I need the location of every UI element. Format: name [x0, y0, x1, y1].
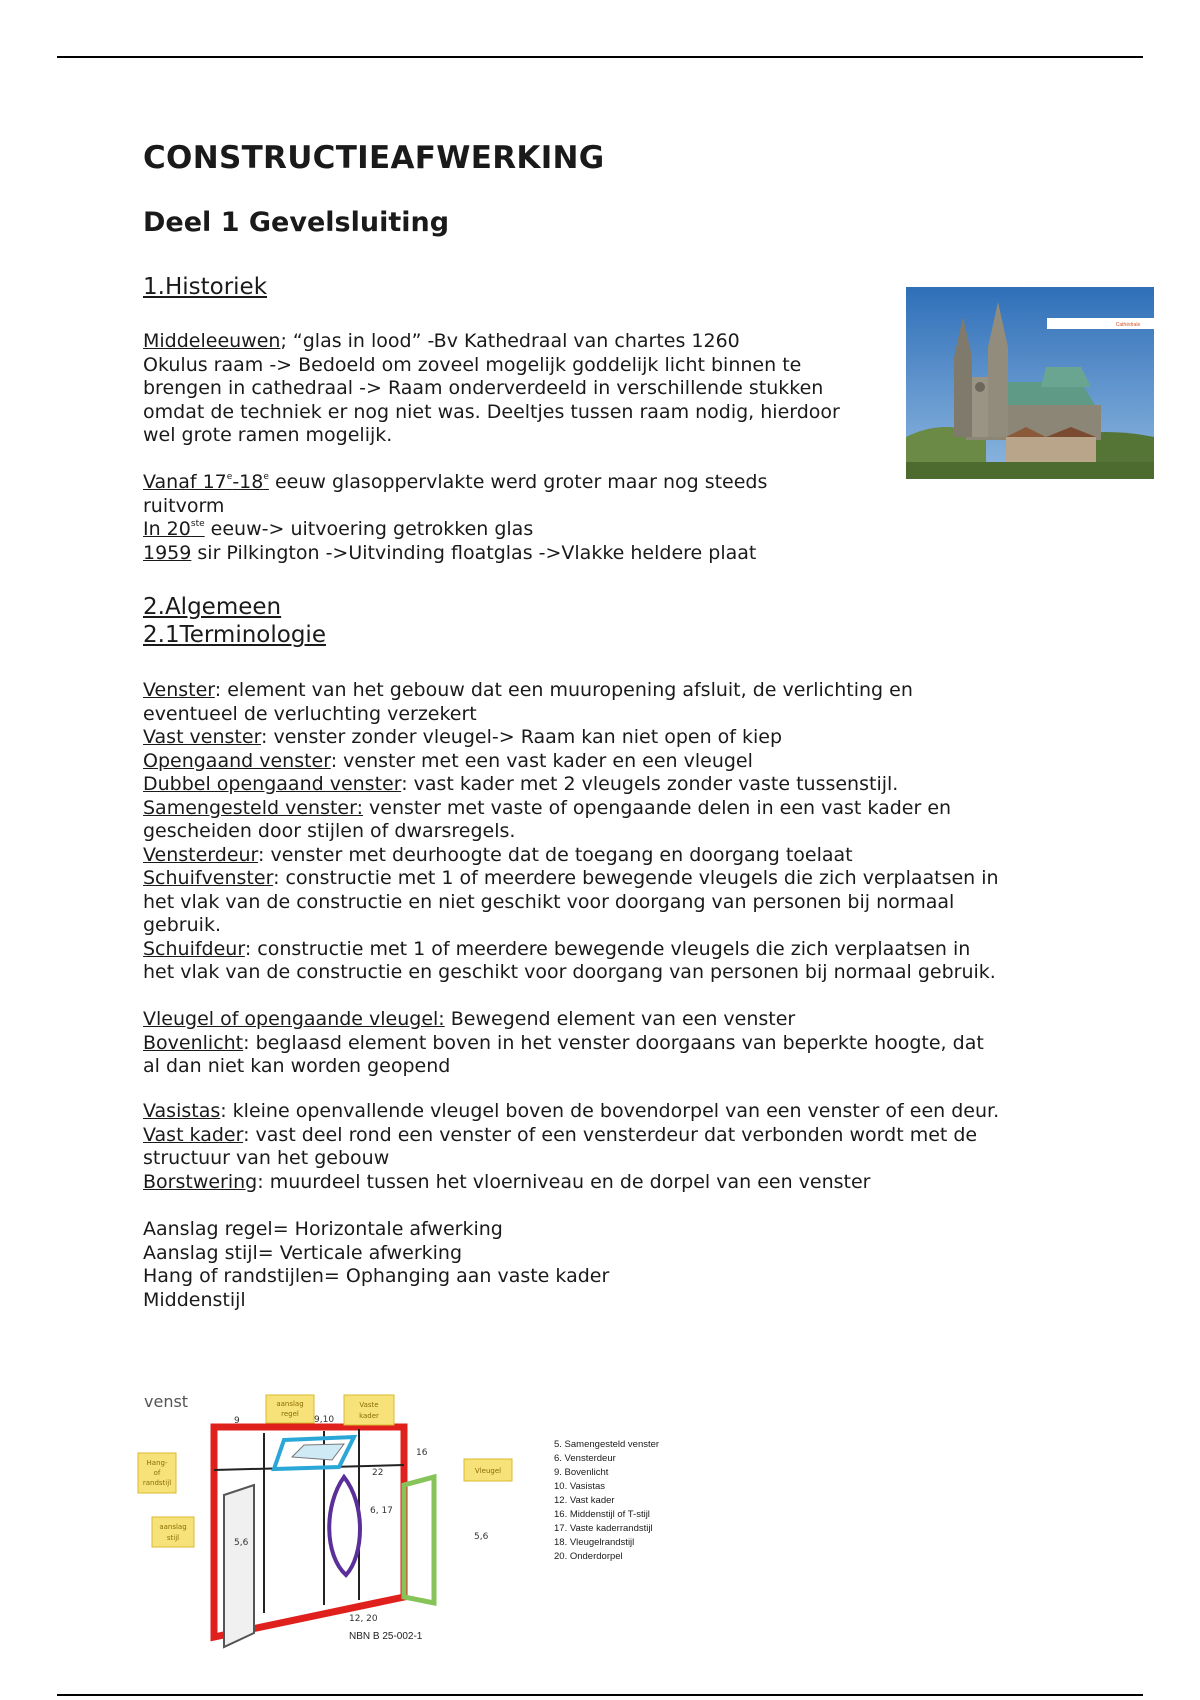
term-line: [143, 867, 999, 891]
term-line: [143, 961, 999, 985]
svg-text:regel: regel: [281, 1410, 299, 1418]
svg-text:kader: kader: [359, 1412, 379, 1420]
svg-text:aanslag: aanslag: [159, 1523, 187, 1531]
term-line: [143, 891, 999, 915]
legend-item: 10. Vasistas: [554, 1481, 606, 1492]
term-definition: : vast deel rond een venster of een vensterdeur dat verbonden wordt met de: [243, 1123, 978, 1146]
term-line: [143, 820, 999, 844]
terms-block-2: [143, 1008, 984, 1079]
svg-text:9,10: 9,10: [314, 1415, 335, 1425]
legend-item: 16. Middenstijl of T-stijl: [554, 1509, 650, 1520]
term-name: Vensterdeur: [143, 843, 259, 866]
term-line: [143, 1100, 999, 1124]
terms-block-3: [143, 1100, 999, 1194]
term-line: [143, 773, 999, 797]
term-definition: venster met vaste of opengaande delen in een vast kader en: [363, 796, 952, 819]
window-diagram: [134, 1385, 724, 1650]
bottom-rule: [57, 1694, 1143, 1696]
term-1959: 1959: [143, 541, 192, 564]
term-definition: gescheiden door stijlen of dwarsregels.: [143, 820, 516, 842]
diagram-corner-text: venst: [144, 1392, 189, 1411]
term-name: Dubbel opengaand venster: [143, 773, 402, 795]
norm-label: NBN B 25-002-1: [349, 1631, 423, 1642]
term-line: [143, 1124, 999, 1148]
term-line: [143, 750, 999, 774]
cathedral-photo: [906, 287, 1154, 479]
plain-line: Aanslag stijl= Verticale afwerking: [143, 1241, 463, 1264]
heading-terminologie: 2.1Terminologie: [143, 622, 326, 648]
svg-text:16: 16: [416, 1448, 428, 1458]
legend-item: 20. Onderdorpel: [554, 1551, 623, 1562]
term-definition: al dan niet kan worden geopend: [143, 1055, 451, 1077]
term-name: Schuifdeur: [143, 937, 245, 960]
historiek-paragraph-2: Vanaf 17e-18e eeuw glasoppervlakte werd groter maar nog steeds ruitvorm In 20ste eeuw-> uitvoering getrokken glas 1959 sir Pilkington ->Uitvinding floatglas ->Vlakke heldere plaat: [143, 471, 768, 564]
term-definition: gebruik.: [143, 914, 221, 936]
window-diagram-svg: [134, 1385, 724, 1650]
term-line: [143, 1147, 999, 1171]
legend-item: 6. Vensterdeur: [554, 1453, 616, 1464]
term-definition: Bewegend element van een venster: [444, 1008, 796, 1030]
term-definition: : venster zonder vleugel-> Raam kan niet open of kiep: [261, 726, 783, 748]
plain-line: Middenstijl: [143, 1288, 246, 1311]
term-definition: eventueel de verluchting verzekert: [143, 702, 477, 725]
term-name: Opengaand venster: [143, 749, 331, 772]
document-subtitle: Deel 1 Gevelsluiting: [143, 207, 450, 238]
term-definition: : constructie met 1 of meerdere bewegende vleugels die zich verplaatsen in: [244, 937, 971, 960]
svg-text:Vleugel: Vleugel: [474, 1467, 502, 1475]
term-line: [143, 938, 999, 962]
svg-text:5,6: 5,6: [474, 1532, 489, 1542]
term-in-20ste: In 20ste: [143, 518, 205, 540]
legend-item: 18. Vleugelrandstijl: [554, 1537, 635, 1548]
term-name: Schuifvenster: [143, 867, 274, 889]
term-definition: : muurdeel tussen het vloerniveau en de dorpel van een venster: [257, 1170, 871, 1193]
term-line: [143, 703, 999, 727]
svg-text:22: 22: [372, 1468, 384, 1478]
term-name: Vasistas: [143, 1100, 221, 1122]
aanslag-list: [143, 1218, 609, 1312]
callout-aanslag-stijl: [152, 1517, 194, 1547]
heading-algemeen: 2.Algemeen: [143, 594, 282, 620]
svg-text:Vaste: Vaste: [359, 1401, 379, 1409]
term-definition: : beglaasd element boven in het venster doorgaans van beperkte hoogte, dat: [243, 1031, 984, 1054]
term-name: Borstwering: [143, 1170, 258, 1193]
term-line: [143, 797, 999, 821]
vensterdeur-outline: [329, 1477, 360, 1575]
svg-text:12, 20: 12, 20: [349, 1614, 378, 1624]
term-definition: : vast kader met 2 vleugels zonder vaste tussenstijl.: [401, 773, 899, 795]
term-line: [143, 1032, 984, 1056]
historiek-paragraph-1: Middeleeuwen; “glas in lood” -Bv Kathedraal van chartes 1260 Okulus raam -> Bedoeld om zoveel mogelijk goddelijk licht binnen te brengen in cathedraal -> Raam onderverdeeld in verschillende stukken omdat de techniek er nog niet was. Deeltjes tussen raam nodig, hierdoor wel grote ramen mogelijk.: [143, 330, 840, 446]
callout-vaste-kader: [344, 1395, 394, 1425]
cathedral-illustration: [906, 287, 1154, 479]
svg-text:Hang-: Hang-: [146, 1459, 168, 1467]
heading-historiek: 1.Historiek: [143, 274, 268, 300]
term-name: Vast kader: [143, 1123, 244, 1146]
svg-text:9: 9: [234, 1416, 240, 1426]
vleugel-outline: [404, 1477, 434, 1603]
svg-text:stijl: stijl: [166, 1534, 180, 1542]
term-name: Vast venster: [143, 726, 262, 748]
term-name: Bovenlicht: [143, 1031, 244, 1054]
top-rule: [57, 56, 1143, 58]
plain-line: Hang of randstijlen= Ophanging aan vaste kader: [143, 1265, 610, 1287]
term-name: Vleugel of opengaande vleugel:: [143, 1008, 445, 1030]
term-line: [143, 1008, 984, 1032]
term-definition: structuur van het gebouw: [143, 1147, 390, 1169]
legend-item: 12. Vast kader: [554, 1495, 615, 1506]
term-definition: : venster met een vast kader en een vleugel: [330, 749, 753, 772]
callout-aanslag-regel: [266, 1395, 314, 1423]
term-definition: het vlak van de constructie en niet geschikt voor doorgang van personen bij normaal: [143, 890, 955, 913]
term-line: [143, 914, 999, 938]
term-name: Venster: [143, 679, 215, 701]
term-middeleeuwen: Middeleeuwen: [143, 330, 281, 352]
term-line: [143, 1055, 984, 1079]
legend-item: 17. Vaste kaderrandstijl: [554, 1523, 653, 1534]
term-line: [143, 844, 999, 868]
term-definition: het vlak van de constructie en geschikt voor doorgang van personen bij normaal gebruik.: [143, 961, 996, 983]
diagram-legend: [554, 1439, 659, 1562]
term-name: Samengesteld venster:: [143, 796, 364, 819]
term-line: [143, 726, 999, 750]
legend-item: 5. Samengesteld venster: [554, 1439, 660, 1450]
callout-hang-of-randstijl: [138, 1453, 176, 1493]
svg-text:aanslag: aanslag: [276, 1400, 304, 1408]
term-definition: : element van het gebouw dat een muuropening afsluit, de verlichting en: [214, 679, 913, 701]
svg-text:5,6: 5,6: [234, 1538, 249, 1548]
term-definition: : kleine openvallende vleugel boven de bovendorpel van een venster of een deur.: [220, 1100, 1000, 1122]
term-vanaf: Vanaf 17e-18e: [143, 471, 269, 493]
legend-item: 9. Bovenlicht: [554, 1467, 609, 1478]
plain-line: Aanslag regel= Horizontale afwerking: [143, 1218, 503, 1240]
svg-text:randstijl: randstijl: [142, 1479, 172, 1487]
callout-vleugel: [464, 1459, 512, 1481]
term-line: [143, 679, 999, 703]
term-definition: : venster met deurhoogte dat de toegang en doorgang toelaat: [258, 843, 853, 866]
term-definition: : constructie met 1 of meerdere bewegende vleugels die zich verplaatsen in: [273, 867, 999, 889]
svg-text:of: of: [153, 1469, 161, 1477]
terms-block-1: [143, 679, 999, 985]
photo-caption: Cathédrale: [1115, 322, 1141, 328]
document-title: CONSTRUCTIEAFWERKING: [143, 140, 605, 176]
svg-text:6, 17: 6, 17: [370, 1506, 393, 1516]
term-line: [143, 1171, 999, 1195]
